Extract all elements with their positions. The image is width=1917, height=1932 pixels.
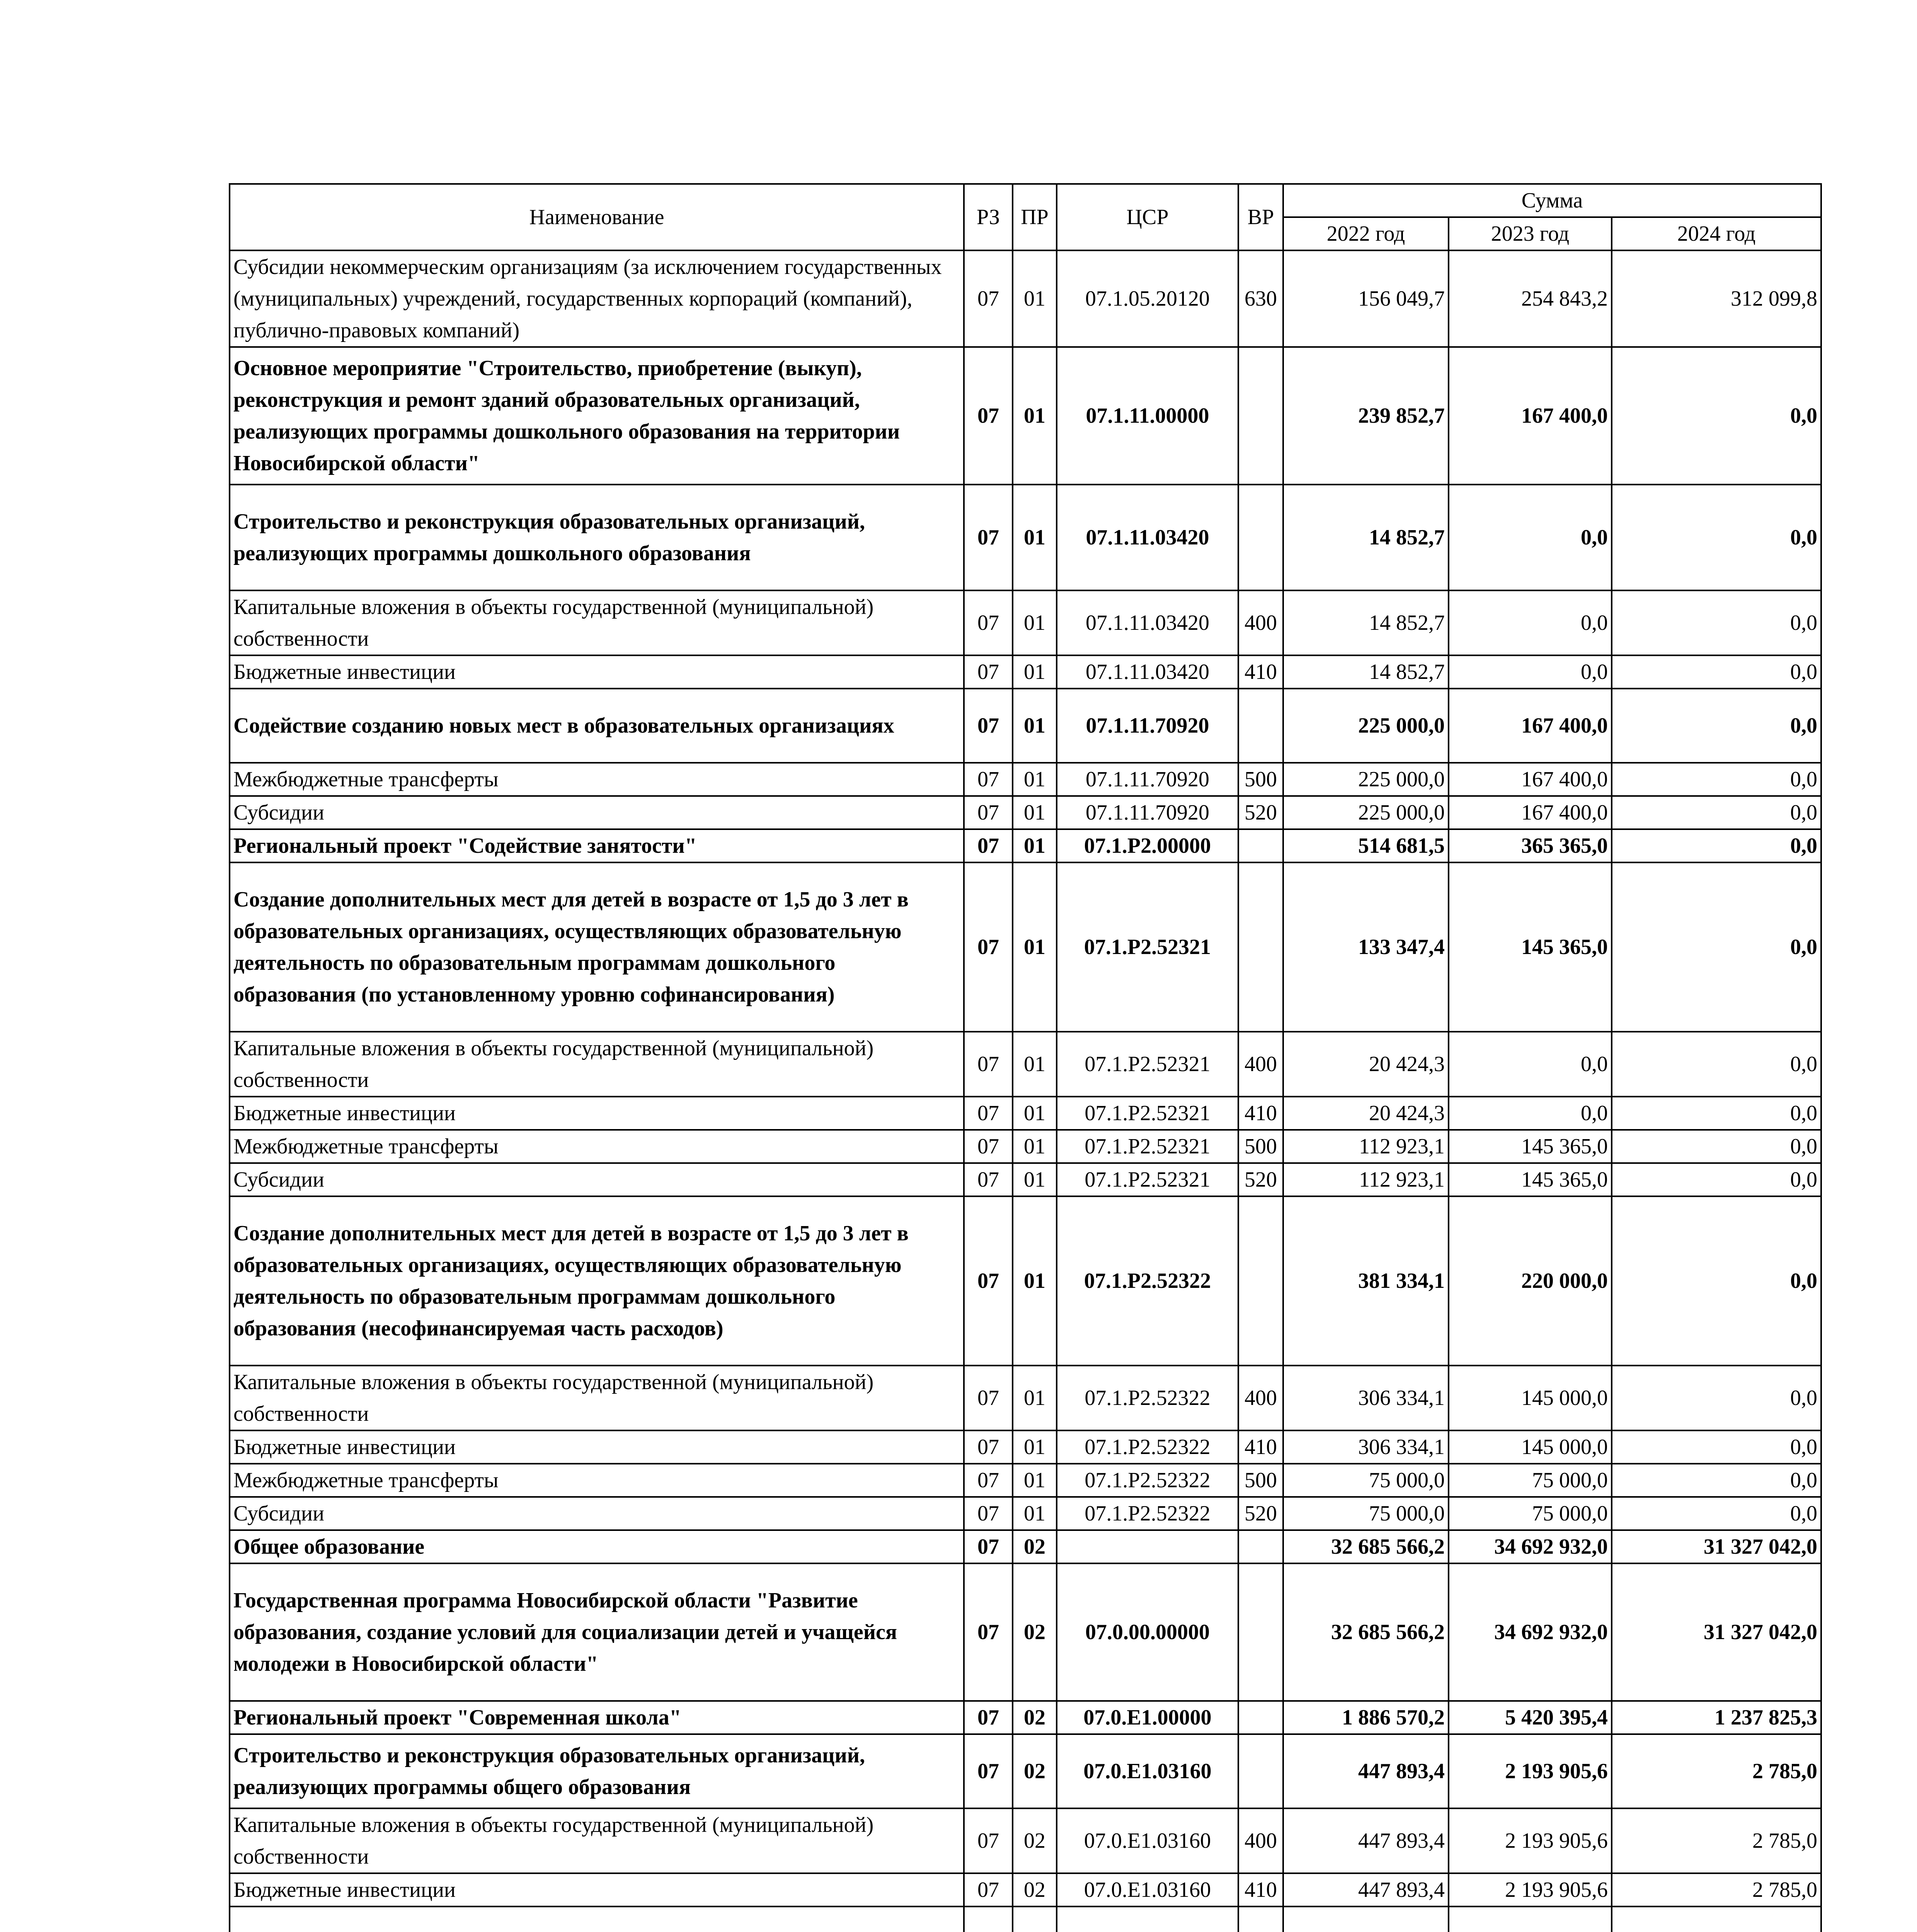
row-pr: 01 [1013, 763, 1057, 796]
table-row [230, 1130, 1821, 1163]
header-rz: РЗ [964, 184, 1013, 250]
row-rz: 07 [964, 1366, 1013, 1430]
row-sum-2022: 447 893,4 [1283, 1808, 1449, 1873]
row-sum-2024: 0,0 [1612, 689, 1821, 763]
table-row [230, 862, 1821, 1032]
table-row [230, 1530, 1821, 1563]
row-csr: 07.1.P2.52322 [1057, 1430, 1238, 1464]
row-csr: 07.1.P2.52322 [1057, 1196, 1238, 1366]
row-name: Субсидии [230, 1497, 964, 1530]
row-rz: 07 [964, 763, 1013, 796]
row-name: Межбюджетные трансферты [230, 1130, 964, 1163]
table-header [230, 184, 1821, 250]
row-vr: 520 [1238, 1497, 1283, 1530]
row-sum-2024: 0,0 [1612, 1196, 1821, 1366]
header-csr: ЦСР [1057, 184, 1238, 250]
table-row [230, 1196, 1821, 1366]
row-vr [1238, 1196, 1283, 1366]
row-rz: 07 [964, 689, 1013, 763]
row-sum-2024: 0,0 [1612, 590, 1821, 655]
table-row [230, 1873, 1821, 1906]
table-row [230, 1734, 1821, 1808]
row-sum-2024: 0,0 [1612, 796, 1821, 829]
row-rz: 07 [964, 1563, 1013, 1701]
row-name: Основное мероприятие "Строительство, приобретение (выкуп), реконструкция и ремонт зданий образовательных организаций, реализующих программы дошкольного образования на территории Новосибирской области" [230, 347, 964, 485]
row-pr: 01 [1013, 1097, 1057, 1130]
row-vr [1238, 1530, 1283, 1563]
row-vr [1238, 829, 1283, 862]
row-vr [1238, 1906, 1283, 1932]
row-pr: 01 [1013, 655, 1057, 689]
row-vr: 630 [1238, 250, 1283, 347]
row-name: Государственная программа Новосибирской области "Развитие образования, создание условий для социализации детей и учащейся молодежи в Новосибирской области" [230, 1563, 964, 1701]
row-csr: 07.1.P2.52322 [1057, 1366, 1238, 1430]
row-name: Бюджетные инвестиции [230, 655, 964, 689]
row-pr: 01 [1013, 1163, 1057, 1196]
row-sum-2024: 0,0 [1612, 485, 1821, 590]
row-pr: 01 [1013, 1464, 1057, 1497]
row-sum-2024: 0,0 [1612, 1130, 1821, 1163]
row-name: Субсидии [230, 1163, 964, 1196]
row-sum-2022: 75 000,0 [1283, 1497, 1449, 1530]
row-sum-2024: 0,0 [1612, 862, 1821, 1032]
row-sum-2022: 225 000,0 [1283, 689, 1449, 763]
row-sum-2022: 306 334,1 [1283, 1366, 1449, 1430]
row-sum-2022: 20 424,3 [1283, 1032, 1449, 1097]
row-sum-2022: 225 000,0 [1283, 796, 1449, 829]
row-pr: 02 [1013, 1530, 1057, 1563]
row-csr: 07.1.05.20120 [1057, 250, 1238, 347]
row-sum-2022: 112 923,1 [1283, 1163, 1449, 1196]
table-row [230, 1701, 1821, 1734]
row-vr: 520 [1238, 796, 1283, 829]
table-row [230, 485, 1821, 590]
row-csr: 07.1.11.00000 [1057, 347, 1238, 485]
header-name: Наименование [230, 184, 964, 250]
row-sum-2023: 167 400,0 [1449, 347, 1612, 485]
row-name [230, 1906, 964, 1932]
row-sum-2024: 2 785,0 [1612, 1734, 1821, 1808]
row-pr: 01 [1013, 250, 1057, 347]
row-vr: 400 [1238, 1032, 1283, 1097]
row-sum-2023: 167 400,0 [1449, 796, 1612, 829]
row-sum-2024: 31 327 042,0 [1612, 1530, 1821, 1563]
row-sum-2022: 514 681,5 [1283, 829, 1449, 862]
row-sum-2024: 312 099,8 [1612, 250, 1821, 347]
row-csr: 07.1.11.70920 [1057, 796, 1238, 829]
row-rz: 07 [964, 829, 1013, 862]
row-sum-2024: 0,0 [1612, 1464, 1821, 1497]
row-sum-2022 [1283, 1906, 1449, 1932]
row-rz: 07 [964, 1163, 1013, 1196]
row-rz: 07 [964, 1032, 1013, 1097]
row-sum-2023: 145 000,0 [1449, 1430, 1612, 1464]
row-csr: 07.1.11.70920 [1057, 763, 1238, 796]
row-sum-2022: 14 852,7 [1283, 485, 1449, 590]
row-rz: 07 [964, 1430, 1013, 1464]
row-csr: 07.1.11.03420 [1057, 655, 1238, 689]
row-vr: 500 [1238, 763, 1283, 796]
row-name: Субсидии [230, 796, 964, 829]
row-sum-2023: 220 000,0 [1449, 1196, 1612, 1366]
row-vr: 400 [1238, 1366, 1283, 1430]
row-vr: 400 [1238, 590, 1283, 655]
row-pr: 02 [1013, 1701, 1057, 1734]
row-sum-2023: 167 400,0 [1449, 763, 1612, 796]
row-rz: 07 [964, 250, 1013, 347]
row-csr: 07.1.P2.00000 [1057, 829, 1238, 862]
row-csr [1057, 1906, 1238, 1932]
header-vr: ВР [1238, 184, 1283, 250]
row-sum-2024: 0,0 [1612, 1366, 1821, 1430]
row-pr: 01 [1013, 796, 1057, 829]
row-sum-2024: 31 327 042,0 [1612, 1563, 1821, 1701]
row-name: Бюджетные инвестиции [230, 1097, 964, 1130]
row-sum-2023: 2 193 905,6 [1449, 1734, 1612, 1808]
row-csr: 07.1.P2.52321 [1057, 1163, 1238, 1196]
row-vr: 500 [1238, 1130, 1283, 1163]
row-vr [1238, 347, 1283, 485]
row-csr: 07.0.E1.03160 [1057, 1808, 1238, 1873]
row-rz: 07 [964, 1464, 1013, 1497]
header-pr: ПР [1013, 184, 1057, 250]
row-sum-2024: 0,0 [1612, 1430, 1821, 1464]
row-sum-2022: 112 923,1 [1283, 1130, 1449, 1163]
row-pr: 01 [1013, 829, 1057, 862]
table-row [230, 1808, 1821, 1873]
row-vr [1238, 1563, 1283, 1701]
row-rz: 07 [964, 796, 1013, 829]
row-pr: 02 [1013, 1808, 1057, 1873]
table-row [230, 796, 1821, 829]
row-sum-2024: 0,0 [1612, 1097, 1821, 1130]
row-rz: 07 [964, 1130, 1013, 1163]
row-name: Капитальные вложения в объекты государственной (муниципальной) собственности [230, 1366, 964, 1430]
row-csr: 07.1.11.70920 [1057, 689, 1238, 763]
table-row [230, 1430, 1821, 1464]
row-sum-2022: 239 852,7 [1283, 347, 1449, 485]
table-row [230, 1464, 1821, 1497]
table-row [230, 1163, 1821, 1196]
row-sum-2022: 447 893,4 [1283, 1873, 1449, 1906]
row-name: Бюджетные инвестиции [230, 1430, 964, 1464]
row-sum-2024: 0,0 [1612, 1032, 1821, 1097]
row-sum-2022: 306 334,1 [1283, 1430, 1449, 1464]
row-pr: 01 [1013, 1430, 1057, 1464]
row-csr: 07.0.E1.00000 [1057, 1701, 1238, 1734]
row-rz: 07 [964, 655, 1013, 689]
row-pr: 01 [1013, 862, 1057, 1032]
row-pr: 02 [1013, 1873, 1057, 1906]
row-sum-2023: 145 365,0 [1449, 862, 1612, 1032]
row-rz: 07 [964, 1808, 1013, 1873]
table-row [230, 763, 1821, 796]
table-row [230, 590, 1821, 655]
row-sum-2023 [1449, 1906, 1612, 1932]
row-pr: 01 [1013, 485, 1057, 590]
row-name: Региональный проект "Содействие занятости" [230, 829, 964, 862]
row-csr: 07.1.P2.52321 [1057, 1130, 1238, 1163]
row-name: Субсидии некоммерческим организациям (за исключением государственных (муниципальных) учреждений, государственных корпораций (компаний), публично-правовых компаний) [230, 250, 964, 347]
table-body [230, 250, 1821, 1932]
row-name: Капитальные вложения в объекты государственной (муниципальной) собственности [230, 1808, 964, 1873]
row-csr [1057, 1530, 1238, 1563]
row-vr [1238, 485, 1283, 590]
table-row [230, 250, 1821, 347]
row-sum-2024: 0,0 [1612, 655, 1821, 689]
row-sum-2023: 254 843,2 [1449, 250, 1612, 347]
row-rz: 07 [964, 485, 1013, 590]
row-vr: 410 [1238, 655, 1283, 689]
row-vr [1238, 1701, 1283, 1734]
row-csr: 07.0.E1.03160 [1057, 1873, 1238, 1906]
row-csr: 07.1.P2.52322 [1057, 1464, 1238, 1497]
row-rz: 07 [964, 862, 1013, 1032]
row-sum-2024: 0,0 [1612, 829, 1821, 862]
table-row [230, 1366, 1821, 1430]
row-rz: 07 [964, 1530, 1013, 1563]
row-rz: 07 [964, 347, 1013, 485]
row-sum-2024: 0,0 [1612, 1163, 1821, 1196]
row-csr: 07.1.P2.52321 [1057, 1097, 1238, 1130]
row-name: Создание дополнительных мест для детей в возрасте от 1,5 до 3 лет в образовательных организациях, осуществляющих образовательную деятельность по образовательным программам дошкольного образования (несофинансируемая часть расходов) [230, 1196, 964, 1366]
table-row [230, 1032, 1821, 1097]
row-name: Региональный проект "Современная школа" [230, 1701, 964, 1734]
row-sum-2024 [1612, 1906, 1821, 1932]
row-name: Межбюджетные трансферты [230, 1464, 964, 1497]
row-sum-2023: 167 400,0 [1449, 689, 1612, 763]
row-name: Капитальные вложения в объекты государственной (муниципальной) собственности [230, 590, 964, 655]
row-name: Строительство и реконструкция образовательных организаций, реализующих программы дошкольного образования [230, 485, 964, 590]
row-sum-2023: 5 420 395,4 [1449, 1701, 1612, 1734]
table-row [230, 655, 1821, 689]
table-row [230, 347, 1821, 485]
row-csr: 07.0.00.00000 [1057, 1563, 1238, 1701]
row-csr: 07.1.P2.52322 [1057, 1497, 1238, 1530]
row-rz: 07 [964, 1701, 1013, 1734]
row-sum-2023: 75 000,0 [1449, 1464, 1612, 1497]
row-vr: 410 [1238, 1097, 1283, 1130]
row-pr: 02 [1013, 1563, 1057, 1701]
row-pr [1013, 1906, 1057, 1932]
row-csr: 07.1.11.03420 [1057, 485, 1238, 590]
row-name: Межбюджетные трансферты [230, 763, 964, 796]
row-sum-2023: 0,0 [1449, 1097, 1612, 1130]
row-sum-2024: 0,0 [1612, 347, 1821, 485]
row-name: Создание дополнительных мест для детей в возрасте от 1,5 до 3 лет в образовательных организациях, осуществляющих образовательную деятельность по образовательным программам дошкольного образования (по установленному уровню софинансирования) [230, 862, 964, 1032]
row-pr: 01 [1013, 1497, 1057, 1530]
row-sum-2023: 145 365,0 [1449, 1130, 1612, 1163]
row-vr: 400 [1238, 1808, 1283, 1873]
row-vr: 500 [1238, 1464, 1283, 1497]
row-pr: 01 [1013, 1366, 1057, 1430]
header-year-2023: 2023 год [1449, 217, 1612, 250]
row-sum-2023: 2 193 905,6 [1449, 1873, 1612, 1906]
row-vr: 520 [1238, 1163, 1283, 1196]
row-name: Строительство и реконструкция образовательных организаций, реализующих программы общего образования [230, 1734, 964, 1808]
row-sum-2024: 1 237 825,3 [1612, 1701, 1821, 1734]
table-row [230, 1563, 1821, 1701]
row-sum-2022: 133 347,4 [1283, 862, 1449, 1032]
row-sum-2024: 2 785,0 [1612, 1808, 1821, 1873]
header-sum: Сумма [1283, 184, 1821, 217]
budget-table [229, 183, 1822, 1932]
row-sum-2023: 365 365,0 [1449, 829, 1612, 862]
row-sum-2024: 0,0 [1612, 763, 1821, 796]
row-pr: 01 [1013, 689, 1057, 763]
row-rz: 07 [964, 1497, 1013, 1530]
row-sum-2022: 75 000,0 [1283, 1464, 1449, 1497]
row-sum-2022: 381 334,1 [1283, 1196, 1449, 1366]
row-sum-2022: 1 886 570,2 [1283, 1701, 1449, 1734]
row-vr [1238, 862, 1283, 1032]
row-sum-2022: 32 685 566,2 [1283, 1530, 1449, 1563]
header-year-2022: 2022 год [1283, 217, 1449, 250]
row-rz: 07 [964, 590, 1013, 655]
row-csr: 07.1.11.03420 [1057, 590, 1238, 655]
row-sum-2023: 145 365,0 [1449, 1163, 1612, 1196]
table-row [230, 1097, 1821, 1130]
row-sum-2023: 0,0 [1449, 485, 1612, 590]
row-sum-2024: 0,0 [1612, 1497, 1821, 1530]
row-name: Капитальные вложения в объекты государственной (муниципальной) собственности [230, 1032, 964, 1097]
row-name: Общее образование [230, 1530, 964, 1563]
row-csr: 07.1.P2.52321 [1057, 862, 1238, 1032]
row-rz: 07 [964, 1873, 1013, 1906]
row-vr [1238, 689, 1283, 763]
row-sum-2022: 447 893,4 [1283, 1734, 1449, 1808]
row-csr: 07.0.E1.03160 [1057, 1734, 1238, 1808]
table-row [230, 1906, 1821, 1932]
row-sum-2023: 0,0 [1449, 655, 1612, 689]
row-sum-2023: 0,0 [1449, 1032, 1612, 1097]
row-pr: 01 [1013, 1032, 1057, 1097]
row-vr: 410 [1238, 1873, 1283, 1906]
table-row [230, 1497, 1821, 1530]
row-rz [964, 1906, 1013, 1932]
row-sum-2022: 20 424,3 [1283, 1097, 1449, 1130]
row-sum-2023: 0,0 [1449, 590, 1612, 655]
row-sum-2022: 225 000,0 [1283, 763, 1449, 796]
row-csr: 07.1.P2.52321 [1057, 1032, 1238, 1097]
row-sum-2023: 34 692 932,0 [1449, 1530, 1612, 1563]
row-sum-2022: 14 852,7 [1283, 655, 1449, 689]
header-year-2024: 2024 год [1612, 217, 1821, 250]
row-sum-2023: 34 692 932,0 [1449, 1563, 1612, 1701]
row-sum-2022: 14 852,7 [1283, 590, 1449, 655]
row-sum-2022: 156 049,7 [1283, 250, 1449, 347]
row-rz: 07 [964, 1734, 1013, 1808]
row-pr: 01 [1013, 590, 1057, 655]
row-sum-2023: 145 000,0 [1449, 1366, 1612, 1430]
row-sum-2023: 2 193 905,6 [1449, 1808, 1612, 1873]
row-rz: 07 [964, 1097, 1013, 1130]
row-rz: 07 [964, 1196, 1013, 1366]
row-vr: 410 [1238, 1430, 1283, 1464]
row-pr: 02 [1013, 1734, 1057, 1808]
row-sum-2024: 2 785,0 [1612, 1873, 1821, 1906]
table-row [230, 829, 1821, 862]
row-pr: 01 [1013, 1196, 1057, 1366]
table-row [230, 689, 1821, 763]
row-sum-2023: 75 000,0 [1449, 1497, 1612, 1530]
row-pr: 01 [1013, 347, 1057, 485]
row-sum-2022: 32 685 566,2 [1283, 1563, 1449, 1701]
row-vr [1238, 1734, 1283, 1808]
row-pr: 01 [1013, 1130, 1057, 1163]
row-name: Бюджетные инвестиции [230, 1873, 964, 1906]
row-name: Содействие созданию новых мест в образовательных организациях [230, 689, 964, 763]
